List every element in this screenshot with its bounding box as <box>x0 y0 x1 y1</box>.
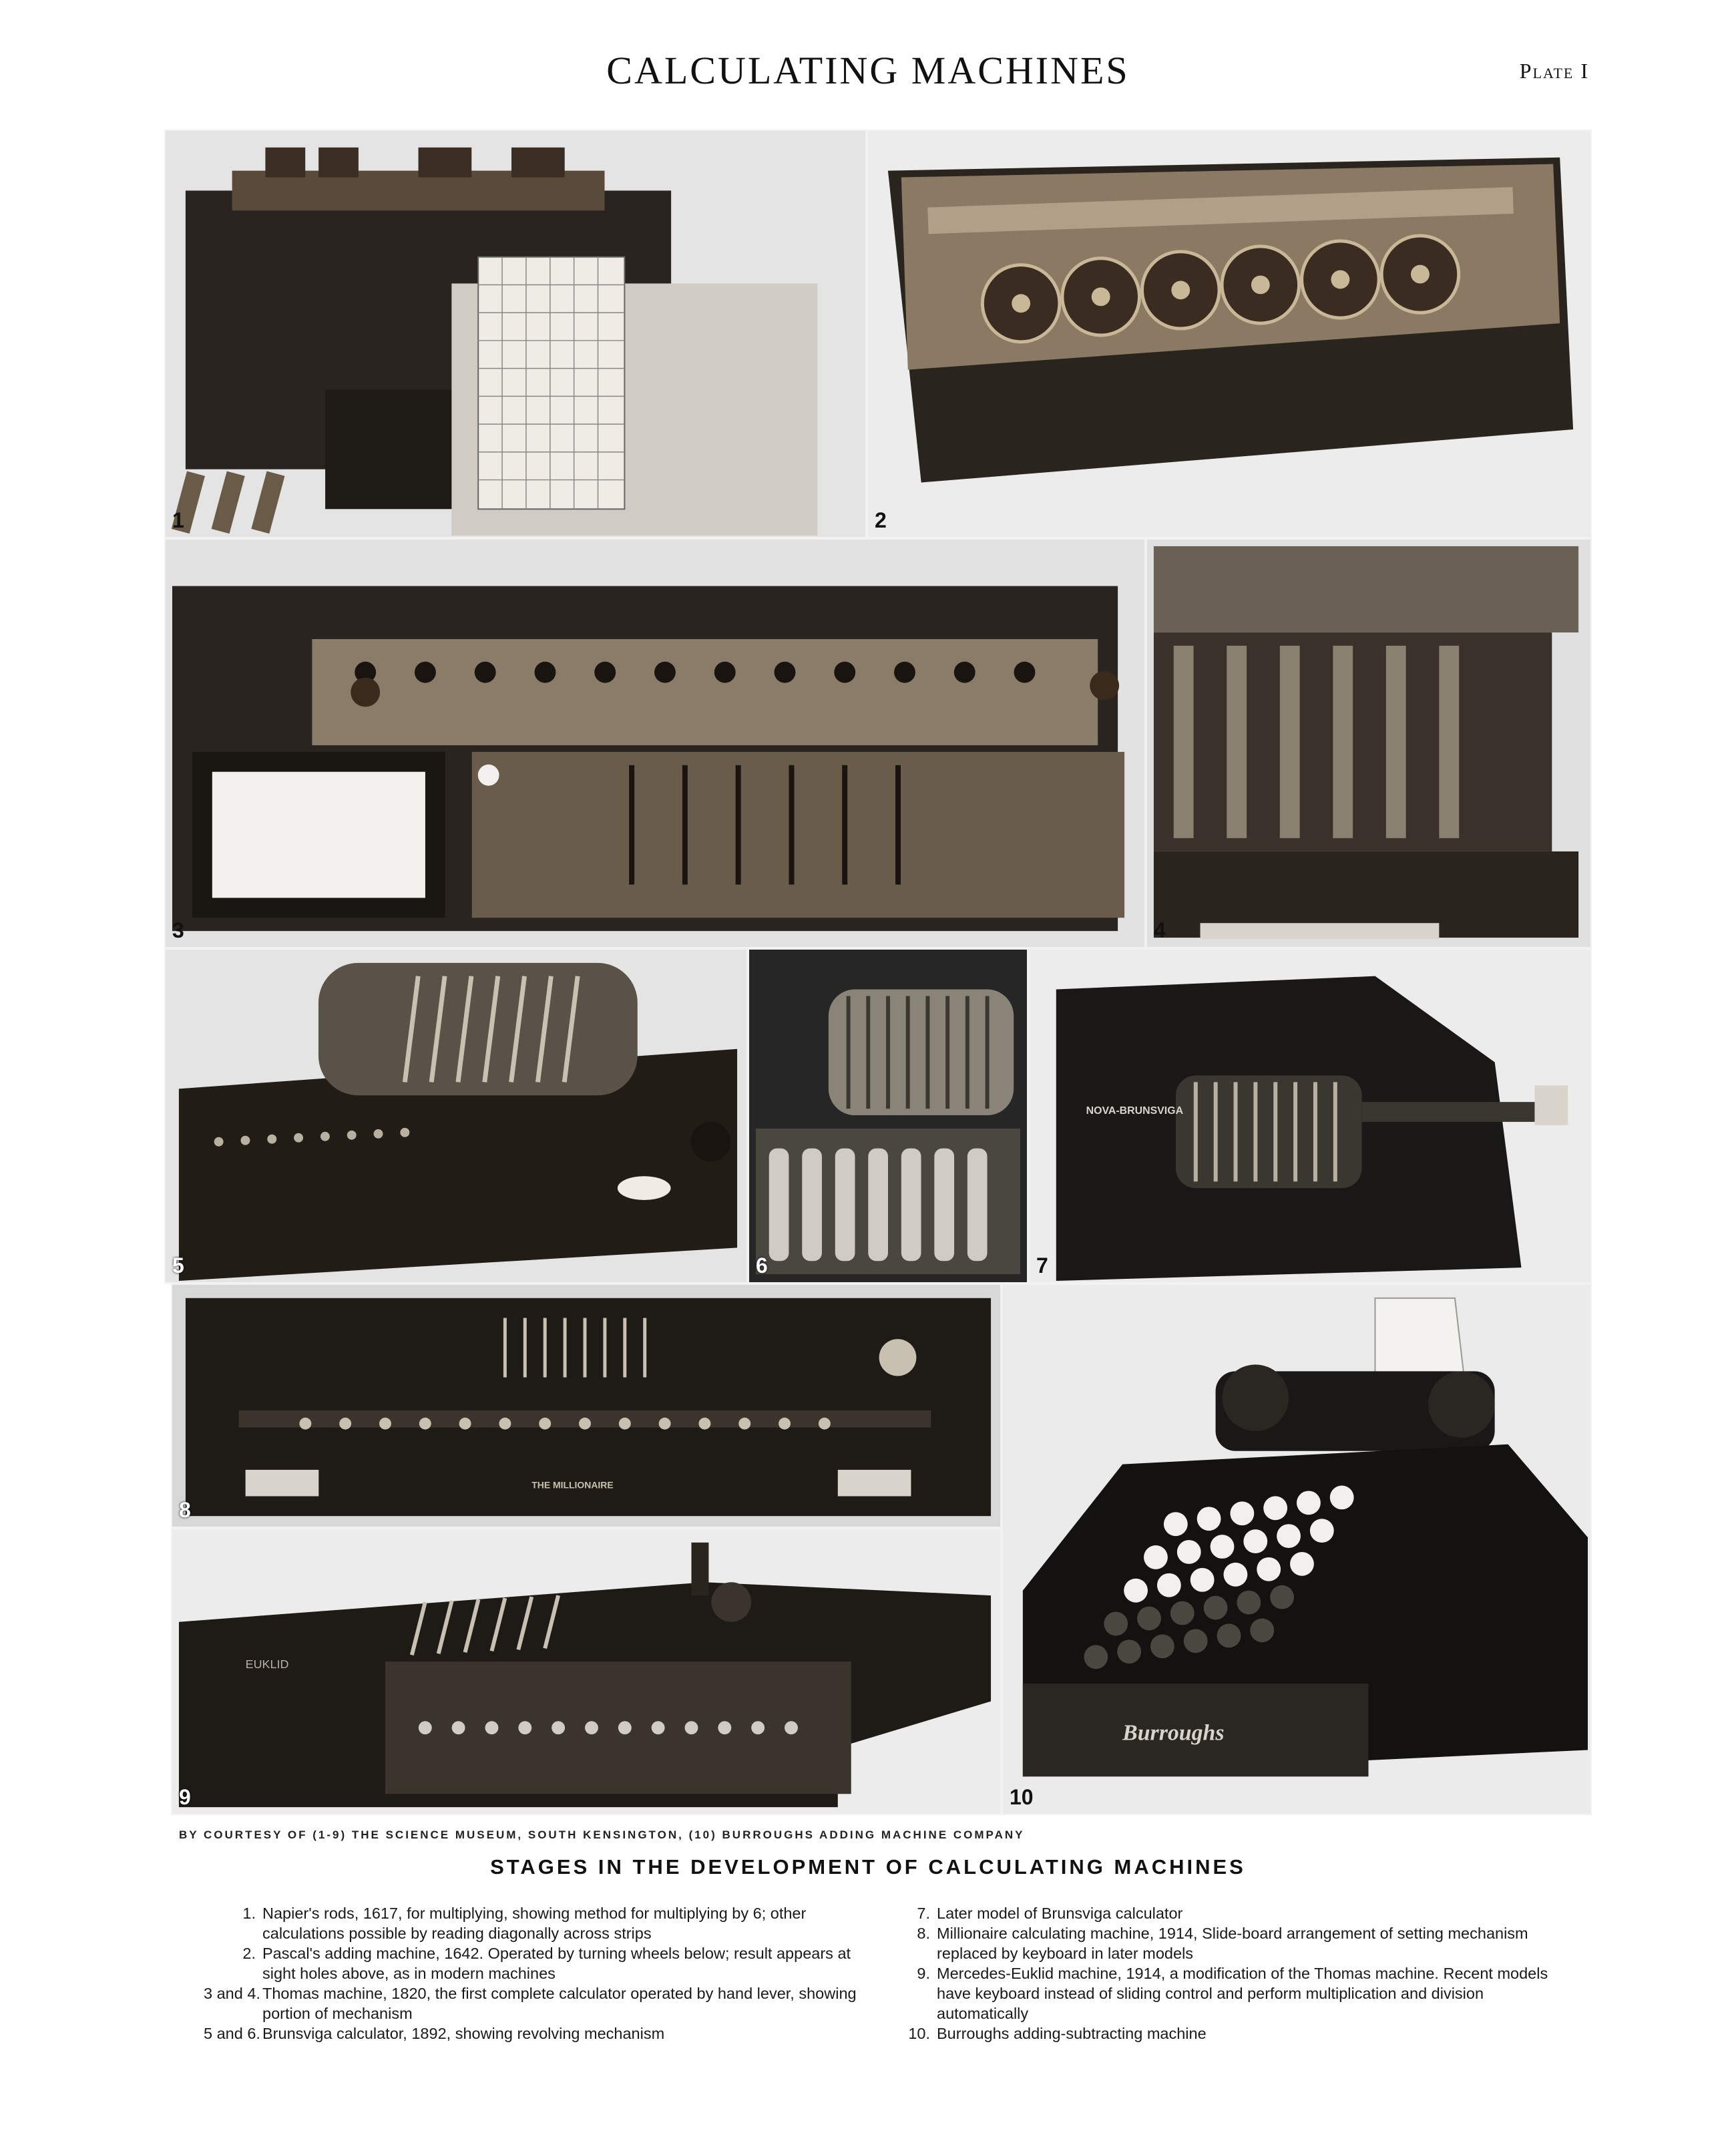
brunsviga-image <box>166 950 746 1282</box>
photo-number: 10 <box>1010 1785 1034 1809</box>
caption-number: 2. <box>242 1945 256 1962</box>
photo-thomas-machine <box>164 538 1146 948</box>
thomas-mechanism-image <box>1147 540 1590 947</box>
photo-number: 7 <box>1036 1253 1048 1278</box>
photo-number: 6 <box>756 1253 768 1278</box>
captions-left-column <box>204 1903 865 2043</box>
photo-number: 8 <box>179 1498 191 1522</box>
caption-number: 1. <box>242 1905 256 1922</box>
mercedes-euklid-image <box>172 1529 1000 1814</box>
plate-label: Plate I <box>1519 59 1589 83</box>
pascals-machine-image <box>868 131 1590 537</box>
caption-item <box>891 1963 1566 2023</box>
caption-text: Thomas machine, 1820, the first complete calculator operated by hand lever, showing portion of mechanism <box>262 1985 857 2022</box>
photo-number: 5 <box>172 1253 184 1278</box>
nova-brunsviga-image <box>1030 950 1590 1282</box>
photo-pascals-machine <box>867 130 1592 538</box>
caption-text: Mercedes-Euklid machine, 1914, a modification of the Thomas machine. Recent models have keyboard instead of sliding control and perform multiplication and division automatically <box>937 1965 1548 2022</box>
caption-text: Burroughs adding-subtracting machine <box>937 2025 1207 2042</box>
nova-brunsviga-label: NOVA-BRUNSVIGA <box>1086 1105 1184 1117</box>
caption-number: 8. <box>917 1925 930 1942</box>
caption-item <box>204 2023 865 2043</box>
caption-number: 3 and 4. <box>204 1985 260 2002</box>
caption-number: 10. <box>908 2025 930 2042</box>
caption-text: Napier's rods, 1617, for multiplying, showing method for multiplying by 6; other calculations possible by reading diagonally across strips <box>262 1905 807 1942</box>
caption-text: Later model of Brunsviga calculator <box>937 1905 1183 1922</box>
photo-brunsviga-mechanism <box>748 948 1028 1284</box>
photo-burroughs <box>1002 1284 1592 1815</box>
napiers-rods-image <box>166 131 865 537</box>
photo-nova-brunsviga <box>1028 948 1592 1284</box>
photo-number: 3 <box>172 918 184 942</box>
photo-napiers-rods <box>164 130 867 538</box>
photo-brunsviga <box>164 948 748 1284</box>
caption-item <box>204 1903 865 1943</box>
photo-number: 9 <box>179 1785 191 1809</box>
photo-credit: BY COURTESY OF (1-9) THE SCIENCE MUSEUM, SOUTH KENSINGTON, (10) BURROUGHS ADDING MACHINE COMPANY <box>179 1828 1025 1841</box>
page-title: CALCULATING MACHINES <box>606 49 1130 92</box>
brunsviga-mechanism-image <box>749 950 1027 1282</box>
caption-item <box>204 1943 865 1983</box>
photo-mercedes-euklid <box>171 1528 1002 1815</box>
millionaire-label: THE MILLIONAIRE <box>531 1479 614 1491</box>
photo-number: 2 <box>875 508 887 532</box>
photo-thomas-mechanism <box>1146 538 1592 948</box>
caption-number: 7. <box>917 1905 930 1922</box>
burroughs-logo-text: Burroughs <box>1122 1720 1225 1746</box>
caption-number: 5 and 6. <box>204 2025 260 2042</box>
photo-number: 4 <box>1154 918 1166 942</box>
caption-item <box>891 1903 1566 1923</box>
euklid-label: EUKLID <box>245 1658 289 1672</box>
caption-item <box>204 1983 865 2023</box>
burroughs-image <box>1003 1285 1590 1814</box>
caption-number: 9. <box>917 1965 930 1982</box>
section-heading: STAGES IN THE DEVELOPMENT OF CALCULATING MACHINES <box>490 1855 1246 1879</box>
caption-item <box>891 1923 1566 1963</box>
photo-number: 1 <box>172 508 184 532</box>
caption-text: Pascal's adding machine, 1642. Operated by turning wheels below; result appears at sight holes above, as in modern machines <box>262 1945 851 1982</box>
thomas-machine-image <box>166 540 1144 947</box>
millionaire-image <box>172 1285 1000 1527</box>
caption-text: Brunsviga calculator, 1892, showing revolving mechanism <box>262 2025 665 2042</box>
photo-millionaire <box>171 1284 1002 1528</box>
captions-right-column <box>891 1903 1566 2043</box>
caption-text: Millionaire calculating machine, 1914, Slide-board arrangement of setting mechanism replaced by keyboard in later models <box>937 1925 1528 1962</box>
caption-item <box>891 2023 1566 2043</box>
